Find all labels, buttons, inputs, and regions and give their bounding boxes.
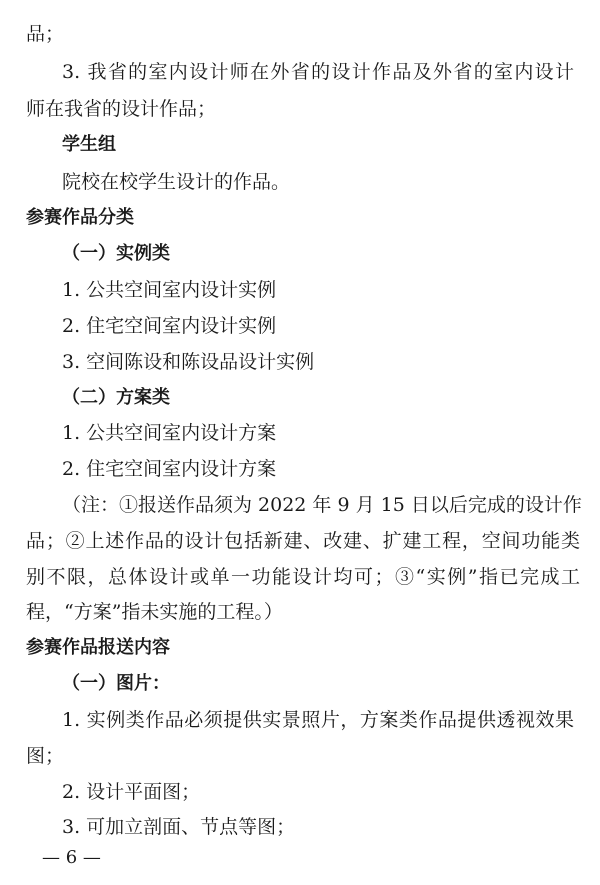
subheading-examples: （一）实例类	[62, 243, 170, 264]
section-heading-student-group: 学生组	[62, 134, 116, 155]
list-item-2: 2. 设计平面图；	[62, 781, 201, 803]
list-item-2: 2. 住宅空间室内设计方案	[62, 458, 277, 480]
list-item-3: 3. 空间陈设和陈设品设计实例	[62, 351, 315, 373]
list-item-3: 3. 可加立剖面、节点等图；	[62, 816, 296, 838]
text-line-continuation: 师在我省的设计作品；	[26, 98, 217, 120]
note-line: （注：①报送作品须为 2022 年 9 月 15 日以后完成的设计作	[62, 494, 582, 516]
section-heading-categories: 参赛作品分类	[26, 207, 134, 228]
list-item-1: 1. 公共空间室内设计方案	[62, 422, 277, 444]
list-item-1: 1. 公共空间室内设计实例	[62, 279, 277, 301]
section-heading-submission: 参赛作品报送内容	[26, 637, 170, 658]
list-item-1: 1. 实例类作品必须提供实景照片，方案类作品提供透视效果	[62, 709, 574, 731]
list-item-2: 2. 住宅空间室内设计实例	[62, 315, 277, 337]
note-line: 程，“方案”指未实施的工程。）	[26, 601, 283, 623]
note-line: 品；②上述作品的设计包括新建、改建、扩建工程，空间功能类	[26, 530, 580, 552]
paragraph-line: 院校在校学生设计的作品。	[62, 171, 291, 193]
text-line-continuation: 品；	[26, 23, 65, 45]
subheading-proposals: （二）方案类	[62, 387, 170, 408]
text-line-continuation: 图；	[26, 745, 65, 767]
note-line: 别不限，总体设计或单一功能设计均可；③“实例”指已完成工	[26, 566, 580, 588]
list-item-3: 3. 我省的室内设计师在外省的设计作品及外省的室内设计	[62, 61, 574, 83]
page-number: — 6 —	[42, 847, 101, 868]
subheading-images: （一）图片：	[62, 673, 170, 694]
